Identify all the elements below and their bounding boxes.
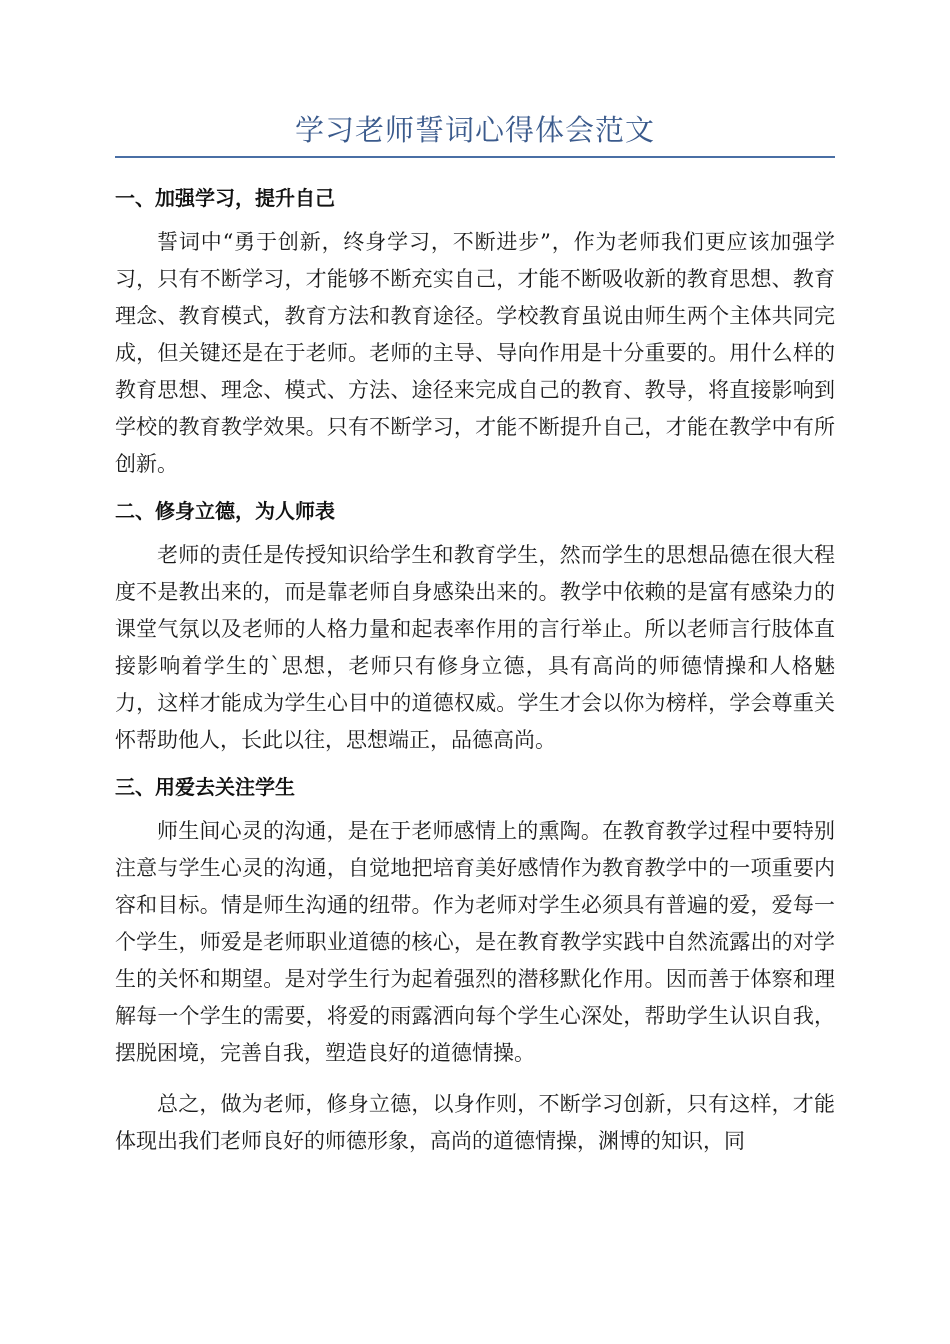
section-heading: 三、用爱去关注学生 xyxy=(115,775,295,799)
section-paragraph: 老师的责任是传授知识给学生和教育学生，然而学生的思想品德在很大程度不是教出来的，而是靠老师自身感染出来的。教学中依赖的是富有感染力的课堂气氛以及老师的人格力量和起表率作用的言行举止。所以老师言行肢体直接影响着学生的`思想，老师只有修身立德，具有高尚的师德情操和人格魅力，这样才能成为学生心目中的道德权威。学生才会以你为榜样，学会尊重关怀帮助他人，长此以往，思想端正，品德高尚。 xyxy=(115,543,835,752)
section-1 xyxy=(115,184,835,483)
document-page xyxy=(115,110,835,1174)
section-3 xyxy=(115,773,835,1072)
section-heading: 一、加强学习，提升自己 xyxy=(115,186,335,210)
conclusion-paragraph: 总之，做为老师，修身立德，以身作则，不断学习创新，只有这样，才能体现出我们老师良好的师德形象，高尚的道德情操，渊博的知识，同 xyxy=(115,1092,835,1153)
section-2 xyxy=(115,497,835,759)
section-paragraph: 师生间心灵的沟通，是在于老师感情上的熏陶。在教育教学过程中要特别注意与学生心灵的沟通，自觉地把培育美好感情作为教育教学中的一项重要内容和目标。情是师生沟通的纽带。作为老师对学生必须具有普遍的爱，爱每一个学生，师爱是老师职业道德的核心，是在教育教学实践中自然流露出的对学生的关怀和期望。是对学生行为起着强烈的潜移默化作用。因而善于体察和理解每一个学生的需要，将爱的雨露洒向每个学生心深处，帮助学生认识自我，摆脱困境，完善自我，塑造良好的道德情操。 xyxy=(115,819,835,1065)
section-paragraph: 誓词中“勇于创新，终身学习，不断进步”，作为老师我们更应该加强学习，只有不断学习，才能够不断充实自己，才能不断吸收新的教育思想、教育理念、教育模式，教育方法和教育途径。学校教育虽说由师生两个主体共同完成，但关键还是在于老师。老师的主导、导向作用是十分重要的。用什么样的教育思想、理念、模式、方法、途径来完成自己的教育、教导，将直接影响到学校的教育教学效果。只有不断学习，才能不断提升自己，才能在教学中有所创新。 xyxy=(115,230,835,476)
section-heading: 二、修身立德，为人师表 xyxy=(115,499,335,523)
document-title: 学习老师誓词心得体会范文 xyxy=(115,110,835,158)
